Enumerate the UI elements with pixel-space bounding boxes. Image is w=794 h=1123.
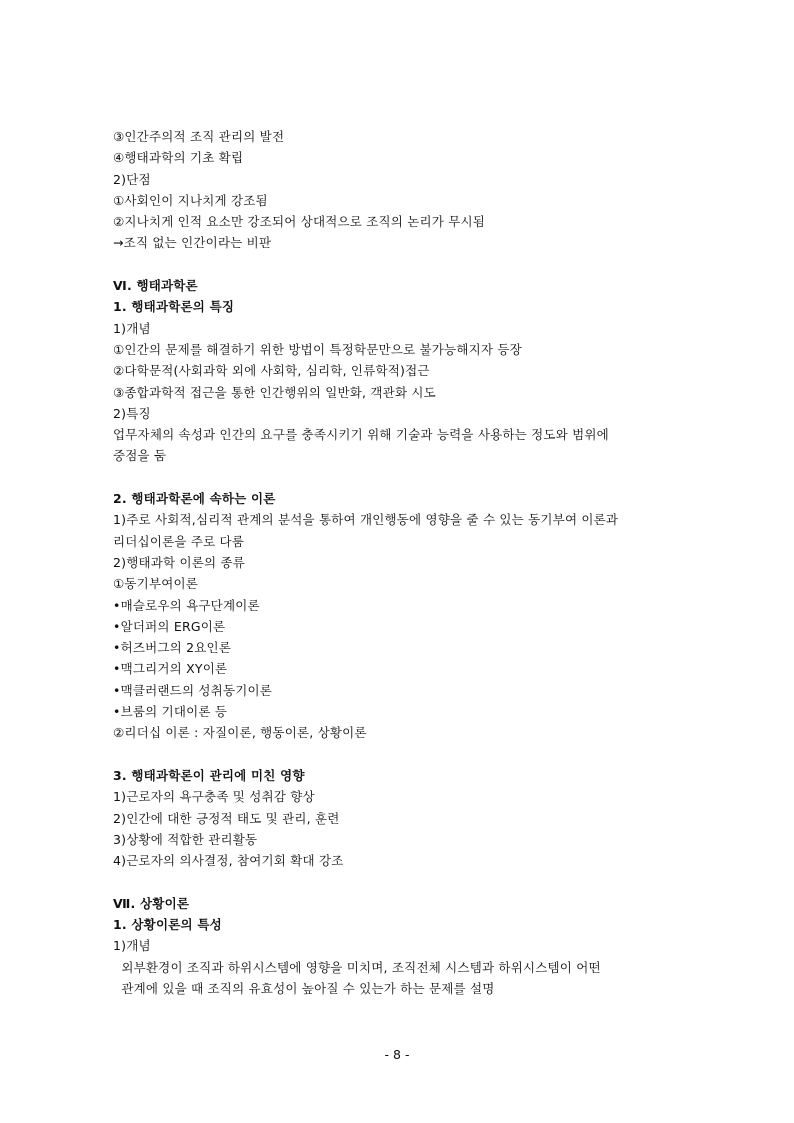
text-line: 관계에 있을 때 조직의 유효성이 높아질 수 있는가 하는 문제를 설명 [113,980,495,996]
text-line: →조직 없는 인간이라는 비판 [113,235,272,251]
text-line: ②리더십 이론 : 자질이론, 행동이론, 상황이론 [113,725,367,741]
text-line: 2)단점 [113,171,151,187]
text-line: ①사회인이 지나치게 강조됨 [113,192,268,208]
section-heading: Ⅵ. 행태과학론 [113,278,198,294]
text-line: •맥그리거의 XY이론 [113,661,228,677]
text-line: ④행태과학의 기초 확립 [113,150,244,166]
text-line: ③종합과학적 접근을 통한 인간행위의 일반화, 객관화 시도 [113,384,436,400]
blank-line [113,467,693,488]
text-line: 중점을 둠 [113,448,167,464]
text-line: 리더십이론을 주로 다룸 [113,533,245,549]
text-line: 2)인간에 대한 긍정적 태도 및 관리, 훈련 [113,810,340,826]
text-line: 1)주로 사회적,심리적 관계의 분석을 통하여 개인행동에 영향을 줄 수 있는 동기부여 이론과 [113,512,619,528]
text-line: 외부환경이 조직과 하위시스템에 영향을 미치며, 조직전체 시스템과 하위시스템이 어떤 [113,959,601,975]
section-heading: 1. 상황이론의 특성 [113,916,222,932]
text-line: 1)개념 [113,320,151,336]
text-line: 2)행태과학 이론의 종류 [113,554,246,570]
blank-line [113,254,693,275]
text-line: 1)근로자의 욕구충족 및 성취감 향상 [113,789,315,805]
section-heading: 3. 행태과학론이 관리에 미친 영향 [113,767,305,783]
text-line: ②다학문적(사회과학 외에 사회학, 심리학, 인류학적)접근 [113,363,430,379]
section-heading: 1. 행태과학론의 특징 [113,299,235,315]
text-line: ①인간의 문제를 해결하기 위한 방법이 특정학문만으로 불가능해지자 등장 [113,341,522,357]
text-line: •허즈버그의 2요인론 [113,640,232,656]
page-number: - 8 - [384,1047,410,1062]
section-heading: Ⅶ. 상황이론 [113,895,190,911]
text-line: •매슬로우의 욕구단계이론 [113,597,260,613]
text-line: 1)개념 [113,938,151,954]
section-heading: 2. 행태과학론에 속하는 이론 [113,491,276,507]
text-line: ②지나치게 인적 요소만 강조되어 상대적으로 조직의 논리가 무시됨 [113,214,486,230]
text-line: 3)상황에 적합한 관리활동 [113,831,258,847]
text-line: •브룸의 기대이론 등 [113,704,228,720]
text-line: 2)특징 [113,405,151,421]
text-line: 업무자체의 속성과 인간의 요구를 충족시키기 위해 기술과 능력을 사용하는 정도와 범위에 [113,427,609,443]
blank-line [113,871,693,892]
text-line: ③인간주의적 조직 관리의 발전 [113,129,285,144]
text-line: 4)근로자의 의사결정, 참여기회 확대 강조 [113,853,344,869]
text-line: •맥클러랜드의 성취동기이론 [113,682,273,698]
blank-line [113,744,693,765]
text-line: ①동기부여이론 [113,576,199,592]
text-line: •알더퍼의 ERG이론 [113,618,226,634]
page-body [113,126,693,999]
